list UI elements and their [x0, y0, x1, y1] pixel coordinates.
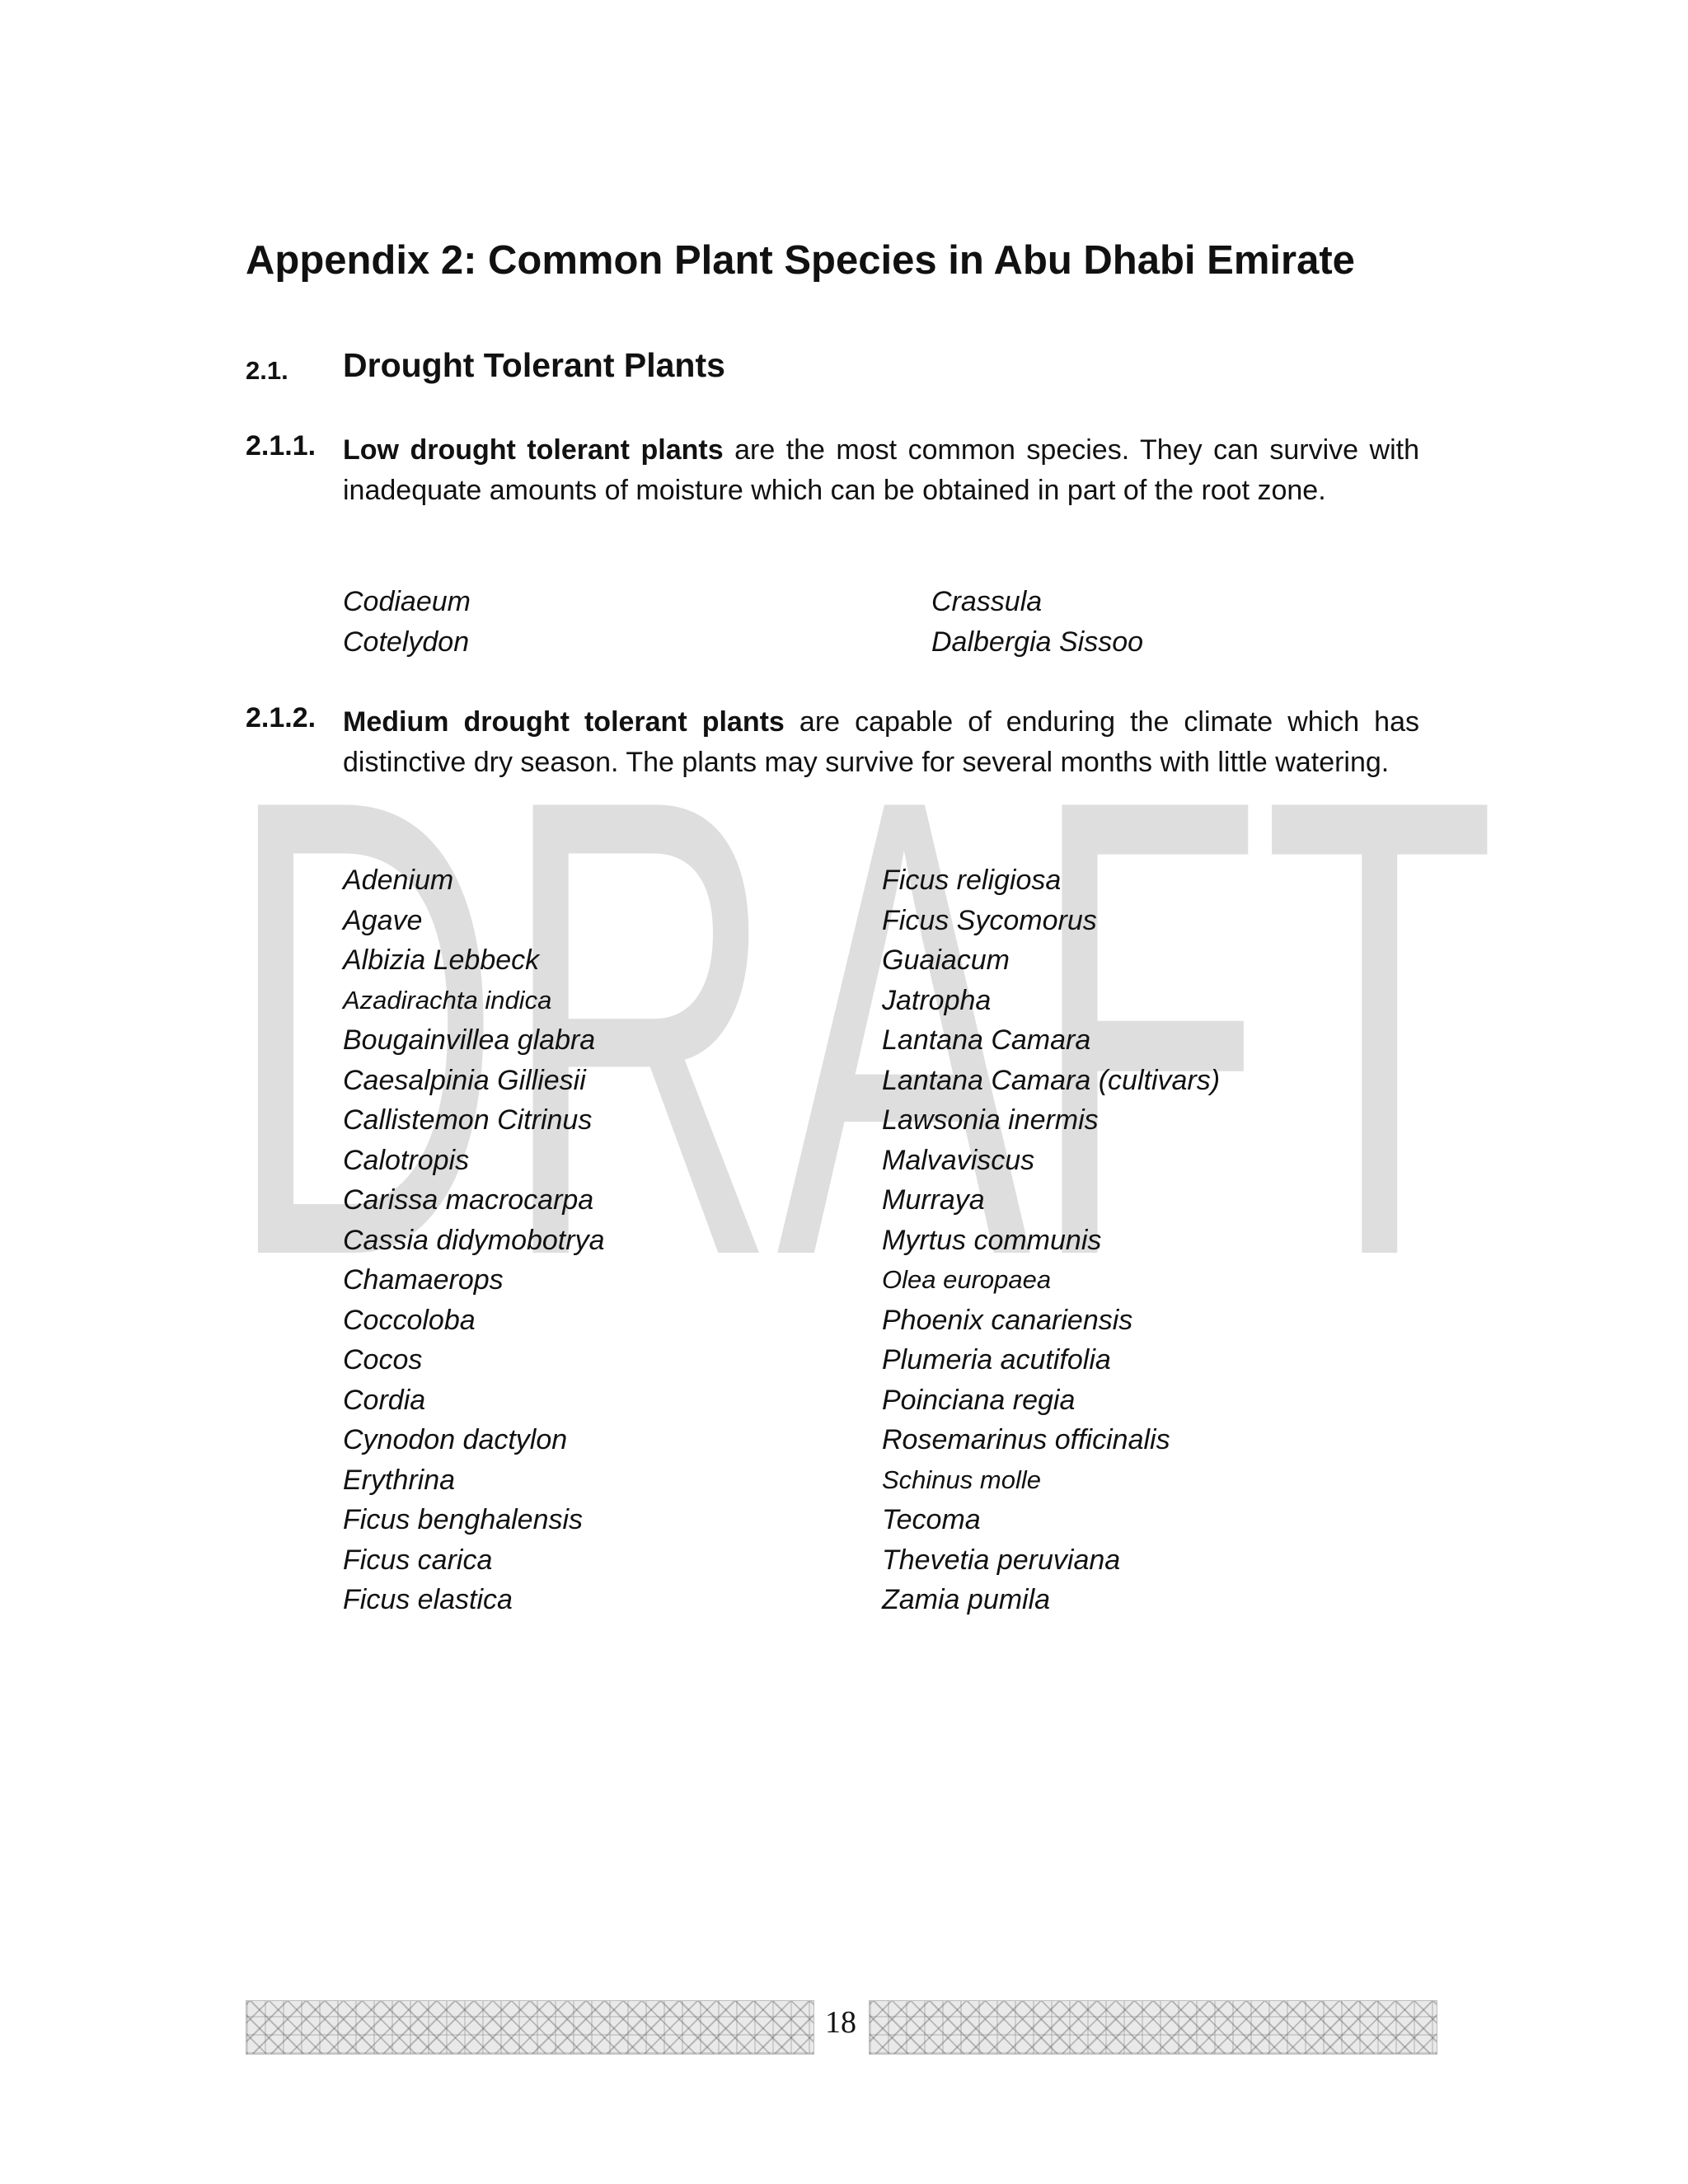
list-item: Crassula [931, 586, 1043, 617]
list-item: Myrtus communis [882, 1224, 1102, 1256]
list-item: Cassia didymobotrya [343, 1224, 605, 1256]
watermark-text: DRAFT [227, 664, 1496, 1294]
page-number: 18 [825, 2005, 856, 2040]
page-title: Appendix 2: Common Plant Species in Abu Dhabi Emirate [246, 238, 1355, 283]
subsection-number-medium: 2.1.2. [246, 702, 316, 733]
list-item: Chamaerops [343, 1264, 504, 1296]
list-item: Schinus molle [882, 1465, 1041, 1494]
list-item: Poinciana regia [882, 1384, 1076, 1416]
list-item: Ficus carica [343, 1544, 493, 1576]
list-item: Plumeria acutifolia [882, 1344, 1111, 1376]
subsection-number-low: 2.1.1. [246, 430, 316, 462]
list-item: Lawsonia inermis [882, 1104, 1099, 1136]
paragraph-text-low: are the most common species. They can survive with inadequate amounts of moisture which can be obtained in part of the root zone. [343, 434, 1419, 506]
list-item: Jatropha [882, 984, 992, 1016]
list-item: Agave [343, 904, 423, 936]
list-item: Ficus Sycomorus [882, 904, 1097, 936]
low-plants-right-list [931, 582, 1143, 662]
paragraph-lead-medium: Medium drought tolerant plants [343, 706, 785, 738]
list-item: Guaiacum [882, 944, 1010, 976]
list-item: Coccoloba [343, 1304, 476, 1336]
list-item: Calotropis [343, 1144, 470, 1176]
list-item: Ficus elastica [343, 1584, 513, 1615]
list-item: Callistemon Citrinus [343, 1104, 593, 1136]
list-item: Rosemarinus officinalis [882, 1424, 1170, 1455]
list-item: Cotelydon [343, 626, 470, 658]
list-item: Thevetia peruviana [882, 1544, 1121, 1576]
paragraph-low-drought [343, 430, 1419, 510]
list-item: Codiaeum [343, 586, 471, 617]
list-item: Cordia [343, 1384, 426, 1416]
list-item: Murraya [882, 1184, 985, 1216]
paragraph-lead-low: Low drought tolerant plants [343, 434, 724, 466]
paragraph-text-medium: are capable of enduring the climate which has distinctive dry season. The plants may survive for several months with little watering. [343, 706, 1419, 778]
list-item: Lantana Camara [882, 1024, 1091, 1056]
list-item: Azadirachta indica [343, 985, 552, 1015]
list-item: Erythrina [343, 1464, 456, 1496]
list-item: Dalbergia Sissoo [931, 626, 1144, 658]
section-number: 2.1. [246, 356, 288, 385]
list-item: Carissa macrocarpa [343, 1184, 594, 1216]
list-item: Caesalpinia Gilliesii [343, 1064, 586, 1096]
low-plants-left-list [343, 582, 471, 662]
list-item: Phoenix canariensis [882, 1304, 1133, 1336]
list-item: Cocos [343, 1344, 423, 1376]
paragraph-medium-drought [343, 702, 1419, 782]
list-item: Tecoma [882, 1504, 981, 1535]
medium-plants-right-list [882, 860, 1220, 1620]
list-item: Bougainvillea glabra [343, 1024, 596, 1056]
list-item: Albizia Lebbeck [343, 944, 540, 976]
medium-plants-left-list [343, 860, 604, 1620]
list-item: Zamia pumila [882, 1584, 1051, 1615]
list-item: Malvaviscus [882, 1144, 1035, 1176]
list-item: Ficus benghalensis [343, 1504, 584, 1535]
list-item: Olea europaea [882, 1265, 1052, 1294]
list-item: Cynodon dactylon [343, 1424, 568, 1455]
list-item: Ficus religiosa [882, 865, 1062, 896]
list-item: Lantana Camara (cultivars) [882, 1064, 1221, 1096]
footer-pattern-left [246, 2000, 814, 2055]
footer-pattern-right [869, 2000, 1437, 2055]
section-title: Drought Tolerant Plants [343, 346, 725, 384]
list-item: Adenium [343, 865, 454, 896]
